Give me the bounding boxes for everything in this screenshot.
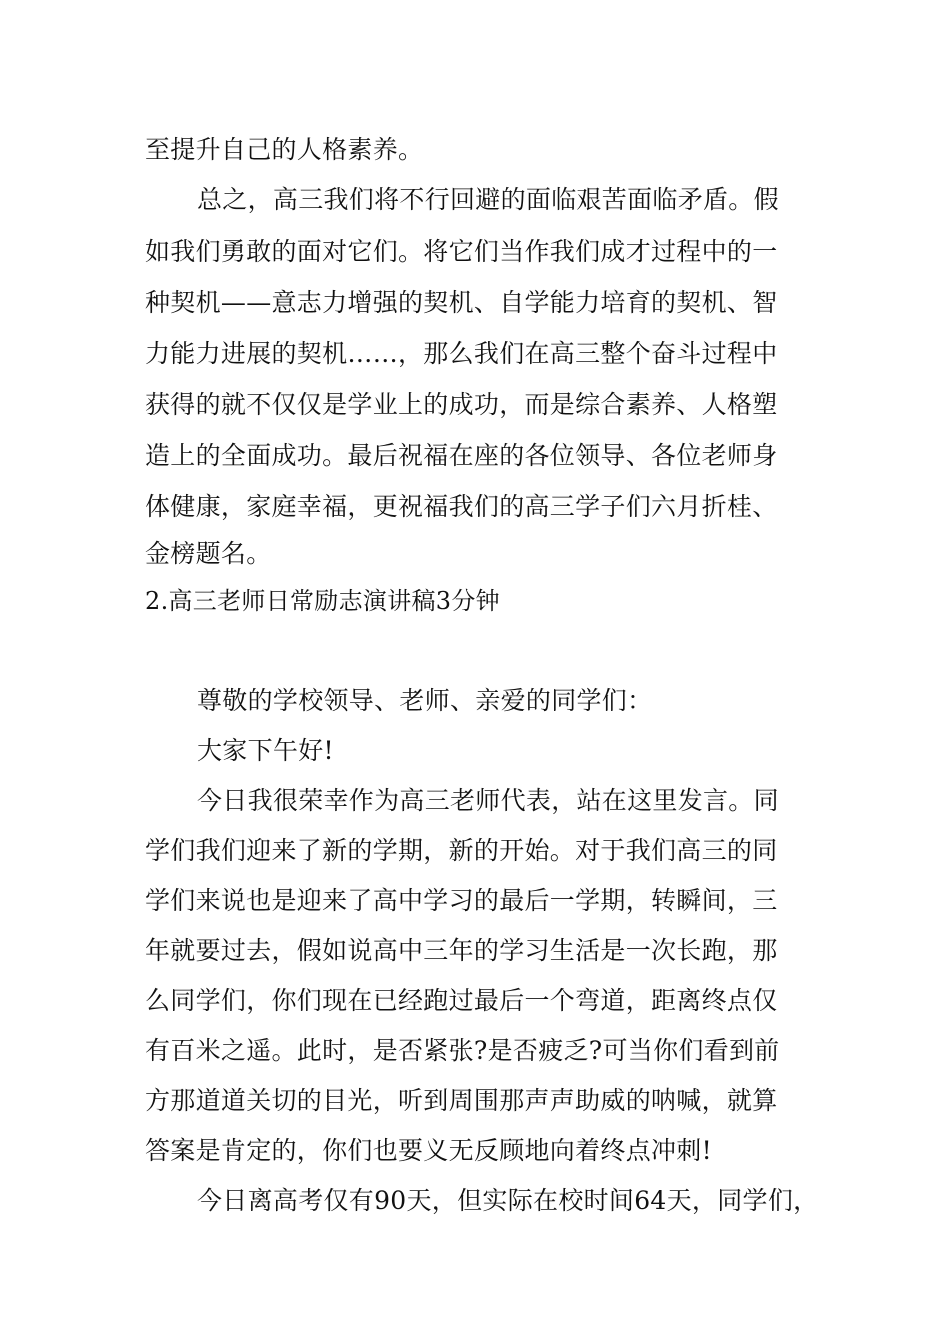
text-line: 学们我们迎来了新的学期，新的开始。对于我们高三的同 [145,836,778,865]
text-line: 年就要过去，假如说高中三年的学习生活是一次长跑，那 [145,936,778,965]
salutation: 尊敬的学校领导、老师、亲爱的同学们： [197,686,653,715]
text-line: 如我们勇敢的面对它们。将它们当作我们成才过程中的一 [145,237,778,266]
greeting: 大家下午好! [197,736,334,765]
text-line: 金榜题名。 [145,539,272,568]
text-line: 总之，高三我们将不行回避的面临艰苦面临矛盾。假 [197,185,779,214]
text-line: 今日我很荣幸作为高三老师代表，站在这里发言。同 [197,786,779,815]
text-line: 答案是肯定的，你们也要义无反顾地向着终点冲刺! [145,1136,712,1165]
text-line: 么同学们，你们现在已经跑过最后一个弯道，距离终点仅 [145,986,778,1015]
text-line: 造上的全面成功。最后祝福在座的各位领导、各位老师身 [145,441,778,470]
text-line: 学们来说也是迎来了高中学习的最后一学期，转瞬间，三 [145,886,778,915]
text-line: 至提升自己的人格素养。 [145,135,424,164]
text-line: 今日离高考仅有90天，但实际在校时间64天，同学们， [197,1186,819,1215]
text-line: 种契机——意志力增强的契机、自学能力培育的契机、智 [145,288,778,317]
text-line: 体健康，家庭幸福，更祝福我们的高三学子们六月折桂、 [145,492,778,521]
text-line: 获得的就不仅仅是学业上的成功，而是综合素养、人格塑 [145,390,778,419]
text-line: 力能力进展的契机……，那么我们在高三整个奋斗过程中 [145,339,778,368]
text-line: 有百米之遥。此时，是否紧张?是否疲乏?可当你们看到前 [145,1036,780,1065]
text-line: 方那道道关切的目光，听到周围那声声助威的呐喊，就算 [145,1086,778,1115]
section-heading: 2.高三老师日常励志演讲稿3分钟 [145,587,500,615]
